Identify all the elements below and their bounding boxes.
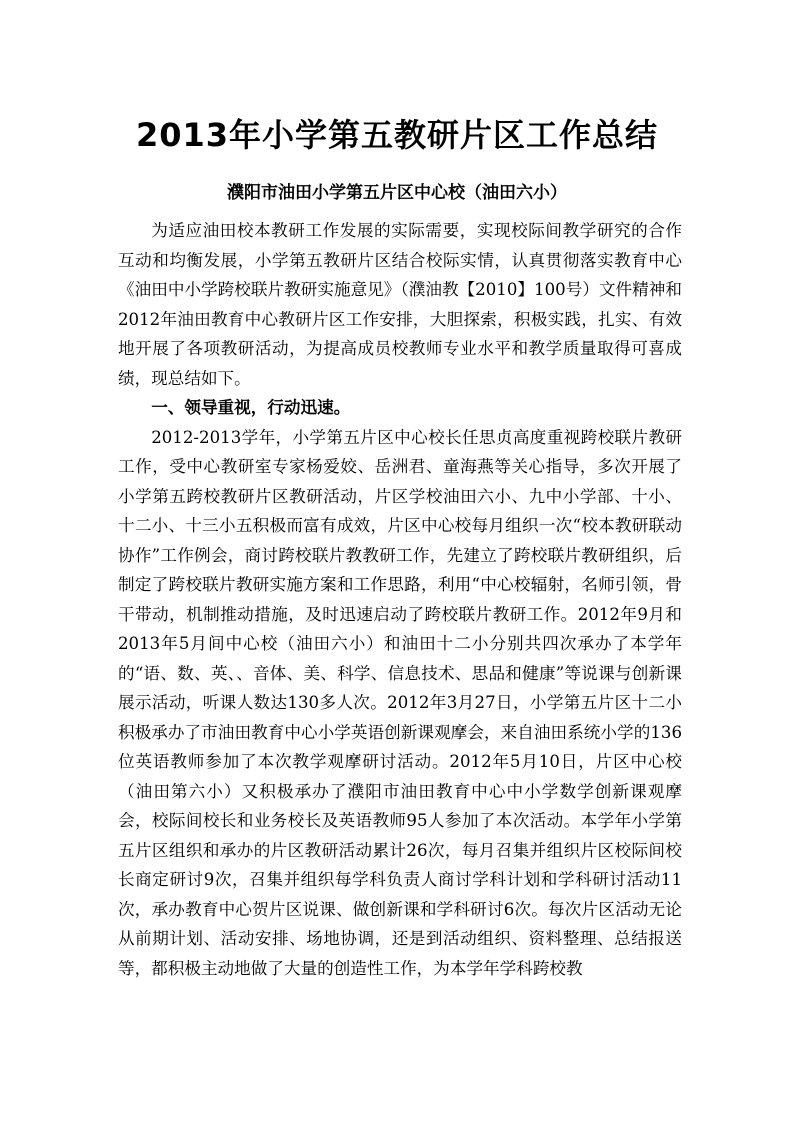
section-1-paragraph: 2012-2013学年，小学第五片区中心校长任思贞高度重视跨校联片教研工作，受中心教研室专家杨爱姣、岳洲君、童海燕等关心指导，多次开展了小学第五跨校教研片区教研活动，片区学校油田六小、九中小学部、十小、十二小、十三小五积极而富有成效，片区中心校每月组织一次“校本教研联动协作”工作例会，商讨跨校联片教教研工作，先建立了跨校联片教研组织，后制定了跨校联片教研实施方案和工作思路，利用“中心校辐射，名师引领，骨干带动，机制推动措施，及时迅速启动了跨校联片教研工作。2012年9月和2013年5月间中心校（油田六小）和油田十二小分别共四次承办了本学年的“语、数、英、、音体、美、科学、信息技术、思品和健康”等说课与创新课展示活动，听课人数达130多人次。2012年3月27日，小学第五片区十二小积极承办了市油田教育中心小学英语创新课观摩会，来自油田系统小学的136位英语教师参加了本次教学观摩研讨活动。2012年5月10日，片区中心校（油田第六小）又积极承办了濮阳市油田教育中心中小学数学创新课观摩会，校际间校长和业务校长及英语教师95人参加了本次活动。本学年小学第五片区组织和承办的片区教研活动累计26次，每月召集并组织片区校际间校长商定研讨9次，召集并组织每学科负责人商讨学科计划和学科研讨活动11次，承办教育中心贺片区说课、做创新课和学科研讨6次。每次片区活动无论从前期计划、活动安排、场地协调，还是到活动组织、资料整理、总结报送等，都积极主动地做了大量的创造性工作，为本学年学科跨校教 xyxy=(118,427,682,978)
document-title: 2013年小学第五教研片区工作总结 xyxy=(135,116,659,154)
document-subtitle: 濮阳市油田小学第五片区中心校（油田六小） xyxy=(227,183,567,203)
section-heading-1: 一、领导重视，行动迅速。 xyxy=(151,397,351,417)
intro-paragraph: 为适应油田校本教研工作发展的实际需要，实现校际间教学研究的合作互动和均衡发展，小学第五教研片区结合校际实情，认真贯彻落实教育中心《油田中小学跨校联片教研实施意见》（濮油教【2010】100号）文件精神和2012年油田教育中心教研片区工作安排，大胆探索，积极实践，扎实、有效地开展了各项教研活动，为提高成员校教师专业水平和教学质量取得可喜成绩，现总结如下。 xyxy=(118,221,682,388)
document-body xyxy=(118,216,682,983)
